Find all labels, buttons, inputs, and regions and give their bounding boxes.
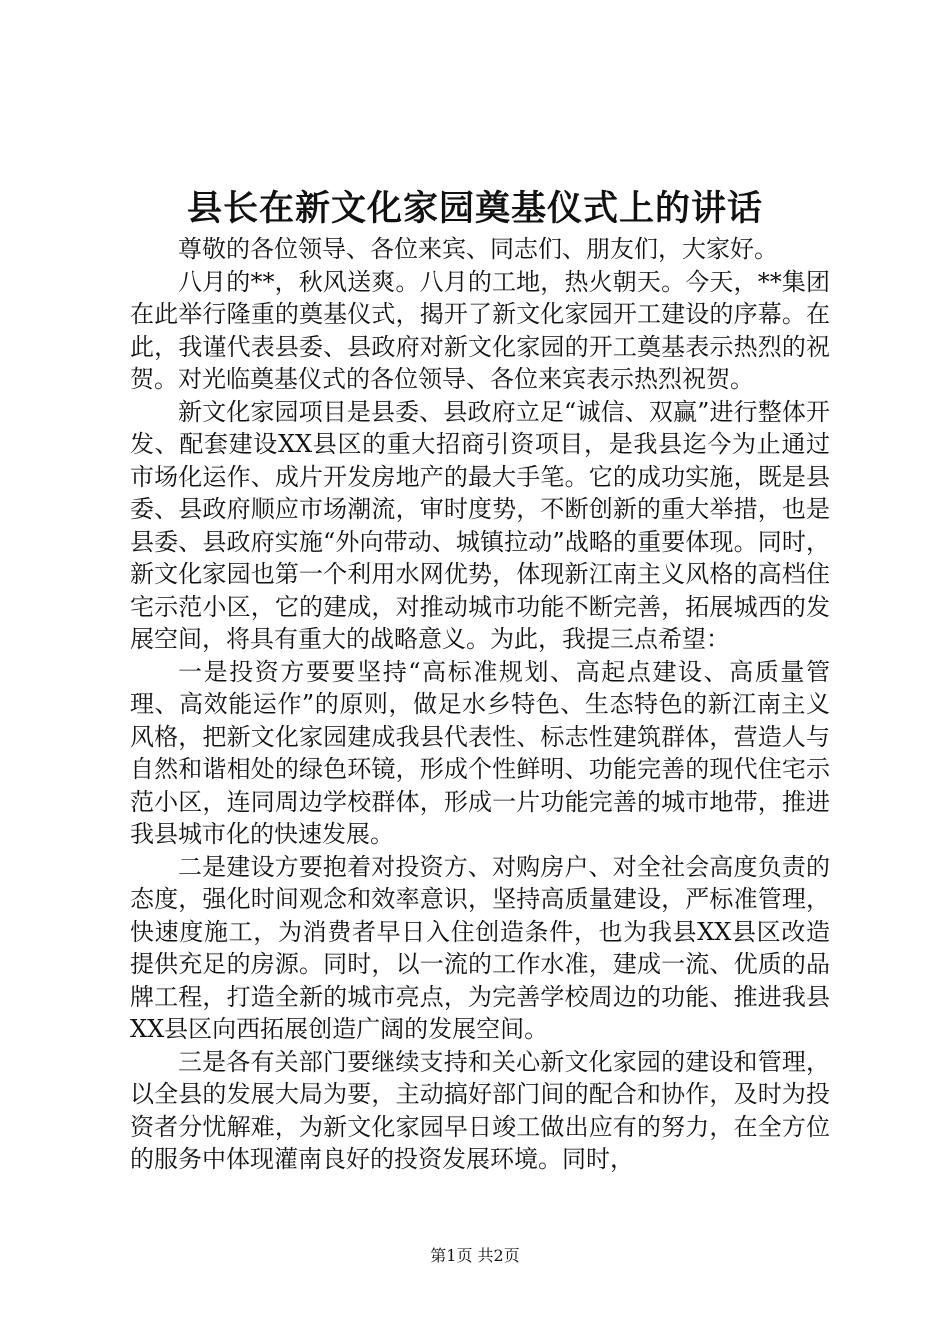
paragraph-opening: 八月的**，秋风送爽。八月的工地，热火朝天。今天，**集团在此举行隆重的奠基仪式，揭开了新文化家园开工建设的序幕。在此，我谨代表县委、县政府对新文化家园的开工奠基表示热烈的祝贺。对光临奠基仪式的各位领导、各位来宾表示热烈祝贺。 — [130, 267, 830, 393]
paragraph-greeting: 尊敬的各位领导、各位来宾、同志们、朋友们，大家好。 — [178, 235, 778, 263]
paragraph-project-intro: 新文化家园项目是县委、县政府立足“诚信、双赢”进行整体开发、配套建设XX县区的重大招商引资项目，是我县迄今为止通过市场化运作、成片开发房地产的最大手笔。它的成功实施，既是县委、县政府顺应市场潮流，审时度势，不断创新的重大举措，也是县委、县政府实施“外向带动、城镇拉动”战略的重要体现。同时，新文化家园也第一个利用水网优势，体现新江南主义风格的高档住宅示范小区，它的建成，对推动城市功能不断完善，拓展城西的发展空间，将具有重大的战略意义。为此，我提三点希望： — [130, 397, 830, 653]
document-body — [130, 233, 830, 1176]
document-title: 县长在新文化家园奠基仪式上的讲话 — [186, 188, 763, 229]
page-footer: 第1页 共2页 — [430, 1246, 520, 1265]
paragraph-hope-two: 二是建设方要抱着对投资方、对购房户、对全社会高度负责的态度，强化时间观念和效率意识，坚持高质量建设，严标准管理，快速度施工，为消费者早日入住创造条件，也为我县XX县区改造提供充足的房源。同时，以一流的工作水准，建成一流、优质的品牌工程，打造全新的城市亮点，为完善学校周边的功能、推进我县XX县区向西拓展创造广阔的发展空间。 — [130, 852, 830, 1043]
paragraph-hope-one: 一是投资方要要坚持“高标准规划、高起点建设、高质量管理、高效能运作”的原则，做足水乡特色、生态特色的新江南主义风格，把新文化家园建成我县代表性、标志性建筑群体，营造人与自然和谐相处的绿色环镜，形成个性鲜明、功能完善的现代住宅示范小区，连同周边学校群体，形成一片功能完善的城市地带，推进我县城市化的快速发展。 — [130, 657, 830, 848]
paragraph-hope-three: 三是各有关部门要继续支持和关心新文化家园的建设和管理，以全县的发展大局为要，主动搞好部门间的配合和协作，及时为投资者分忧解难，为新文化家园早日竣工做出应有的努力，在全方位的服务中体现灌南良好的投资发展环境。同时， — [130, 1047, 830, 1173]
